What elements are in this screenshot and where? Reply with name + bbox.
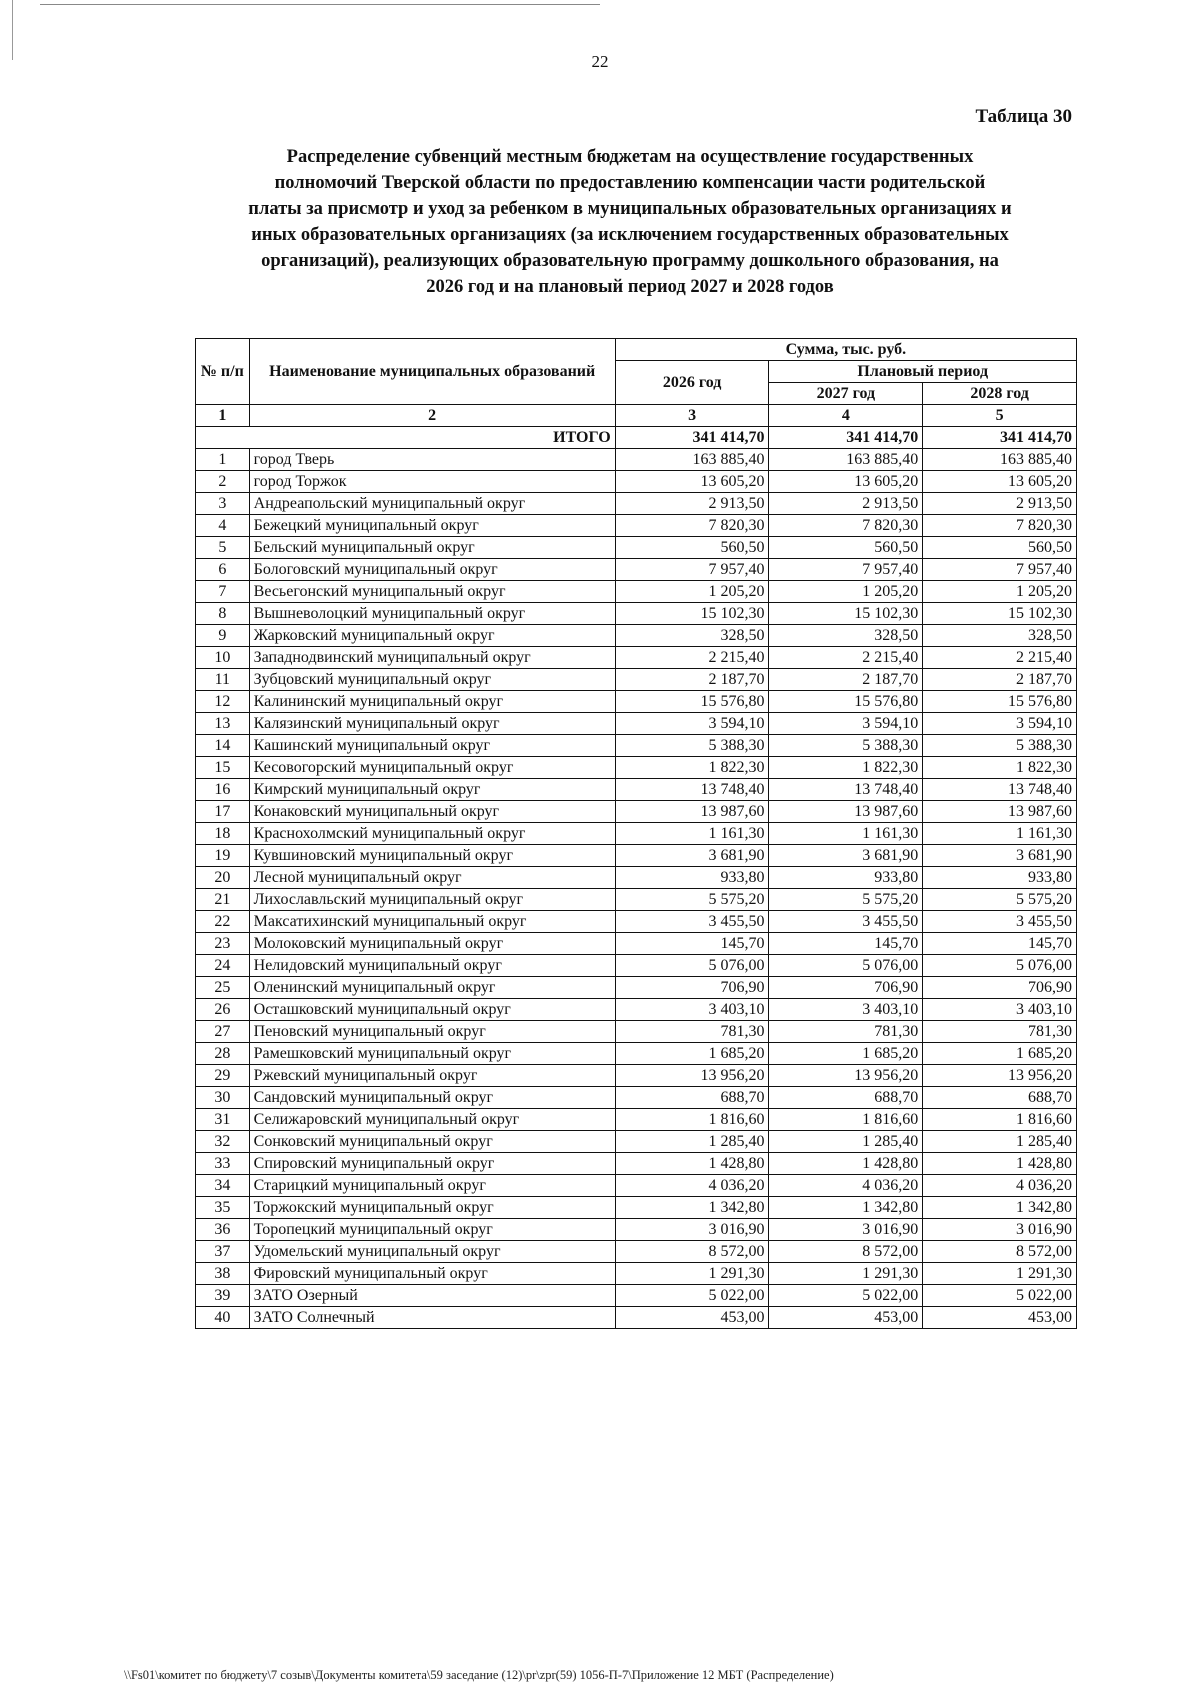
title-line: платы за присмотр и уход за ребенком в муниципальных образовательных организациях и [248, 199, 1012, 219]
amount-2027: 13 956,20 [769, 1065, 923, 1087]
amount-2026: 13 605,20 [615, 471, 769, 493]
amount-2027: 1 161,30 [769, 823, 923, 845]
amount-2026: 706,90 [615, 977, 769, 999]
table-row [196, 735, 1077, 757]
header-2026: 2026 год [615, 361, 769, 405]
municipality-name: Максатихинский муниципальный округ [249, 911, 615, 933]
row-number: 38 [196, 1263, 250, 1285]
row-number: 11 [196, 669, 250, 691]
amount-2028: 3 681,90 [923, 845, 1077, 867]
amount-2028: 3 403,10 [923, 999, 1077, 1021]
amount-2028: 1 822,30 [923, 757, 1077, 779]
municipality-name: Андреапольский муниципальный округ [249, 493, 615, 515]
amount-2026: 1 161,30 [615, 823, 769, 845]
amount-2028: 453,00 [923, 1307, 1077, 1329]
amount-2026: 2 215,40 [615, 647, 769, 669]
amount-2026: 3 455,50 [615, 911, 769, 933]
amount-2026: 8 572,00 [615, 1241, 769, 1263]
row-number: 33 [196, 1153, 250, 1175]
amount-2026: 13 748,40 [615, 779, 769, 801]
scan-artifact-line [40, 4, 600, 5]
amount-2028: 13 956,20 [923, 1065, 1077, 1087]
amount-2027: 1 291,30 [769, 1263, 923, 1285]
table-row [196, 449, 1077, 471]
municipality-name: Ржевский муниципальный округ [249, 1065, 615, 1087]
row-number: 8 [196, 603, 250, 625]
amount-2026: 4 036,20 [615, 1175, 769, 1197]
amount-2028: 4 036,20 [923, 1175, 1077, 1197]
amount-2027: 3 455,50 [769, 911, 923, 933]
column-index-row [196, 405, 1077, 427]
municipality-name: Селижаровский муниципальный округ [249, 1109, 615, 1131]
municipality-name: ЗАТО Озерный [249, 1285, 615, 1307]
table-row [196, 559, 1077, 581]
amount-2026: 7 820,30 [615, 515, 769, 537]
table-row [196, 581, 1077, 603]
amount-2027: 5 575,20 [769, 889, 923, 911]
municipality-name: Кашинский муниципальный округ [249, 735, 615, 757]
amount-2026: 1 428,80 [615, 1153, 769, 1175]
municipality-name: Конаковский муниципальный округ [249, 801, 615, 823]
row-number: 30 [196, 1087, 250, 1109]
amount-2028: 13 605,20 [923, 471, 1077, 493]
table-row [196, 933, 1077, 955]
municipality-name: Удомельский муниципальный округ [249, 1241, 615, 1263]
amount-2028: 5 076,00 [923, 955, 1077, 977]
table-label: Таблица 30 [975, 106, 1072, 127]
amount-2028: 560,50 [923, 537, 1077, 559]
amount-2027: 163 885,40 [769, 449, 923, 471]
row-number: 27 [196, 1021, 250, 1043]
amount-2027: 1 205,20 [769, 581, 923, 603]
amount-2028: 13 748,40 [923, 779, 1077, 801]
table-row [196, 1241, 1077, 1263]
document-title [185, 144, 1075, 300]
row-number: 3 [196, 493, 250, 515]
table-row [196, 1263, 1077, 1285]
amount-2027: 15 576,80 [769, 691, 923, 713]
amount-2028: 781,30 [923, 1021, 1077, 1043]
table-row [196, 1197, 1077, 1219]
row-number: 34 [196, 1175, 250, 1197]
amount-2026: 2 913,50 [615, 493, 769, 515]
amount-2028: 1 205,20 [923, 581, 1077, 603]
amount-2026: 2 187,70 [615, 669, 769, 691]
table-row [196, 1109, 1077, 1131]
total-2028: 341 414,70 [923, 427, 1077, 449]
amount-2027: 453,00 [769, 1307, 923, 1329]
total-2026: 341 414,70 [615, 427, 769, 449]
row-number: 7 [196, 581, 250, 603]
municipality-name: Торопецкий муниципальный округ [249, 1219, 615, 1241]
amount-2028: 688,70 [923, 1087, 1077, 1109]
amount-2027: 13 987,60 [769, 801, 923, 823]
page-number: 22 [591, 52, 609, 71]
amount-2026: 13 956,20 [615, 1065, 769, 1087]
amount-2026: 5 575,20 [615, 889, 769, 911]
municipality-name: Весьегонский муниципальный округ [249, 581, 615, 603]
amount-2028: 163 885,40 [923, 449, 1077, 471]
header-planned-period: Плановый период [769, 361, 1077, 383]
header-2028: 2028 год [923, 383, 1077, 405]
amount-2028: 2 913,50 [923, 493, 1077, 515]
amount-2028: 7 957,40 [923, 559, 1077, 581]
municipality-name: Сонковский муниципальный округ [249, 1131, 615, 1153]
municipality-name: Сандовский муниципальный округ [249, 1087, 615, 1109]
table-row [196, 1285, 1077, 1307]
municipality-name: Краснохолмский муниципальный округ [249, 823, 615, 845]
row-number: 23 [196, 933, 250, 955]
table-row [196, 1065, 1077, 1087]
table-row [196, 493, 1077, 515]
amount-2026: 1 816,60 [615, 1109, 769, 1131]
table-row [196, 999, 1077, 1021]
row-number: 19 [196, 845, 250, 867]
amount-2026: 3 016,90 [615, 1219, 769, 1241]
amount-2027: 8 572,00 [769, 1241, 923, 1263]
municipality-name: Лесной муниципальный округ [249, 867, 615, 889]
table-row [196, 889, 1077, 911]
municipality-name: Бологовский муниципальный округ [249, 559, 615, 581]
municipality-name: Бельский муниципальный округ [249, 537, 615, 559]
municipality-name: Лихославльский муниципальный округ [249, 889, 615, 911]
row-number: 17 [196, 801, 250, 823]
amount-2028: 328,50 [923, 625, 1077, 647]
amount-2027: 13 605,20 [769, 471, 923, 493]
amount-2028: 3 016,90 [923, 1219, 1077, 1241]
amount-2026: 3 594,10 [615, 713, 769, 735]
amount-2027: 3 681,90 [769, 845, 923, 867]
table-row [196, 669, 1077, 691]
table-row [196, 691, 1077, 713]
amount-2028: 1 161,30 [923, 823, 1077, 845]
title-line: иных образовательных организациях (за исключением государственных образовательных [251, 225, 1009, 245]
table-row [196, 955, 1077, 977]
municipality-name: Старицкий муниципальный округ [249, 1175, 615, 1197]
row-number: 37 [196, 1241, 250, 1263]
row-number: 15 [196, 757, 250, 779]
amount-2027: 5 388,30 [769, 735, 923, 757]
amount-2026: 3 403,10 [615, 999, 769, 1021]
municipality-name: Фировский муниципальный округ [249, 1263, 615, 1285]
municipality-name: Калининский муниципальный округ [249, 691, 615, 713]
amount-2028: 706,90 [923, 977, 1077, 999]
footer-file-path: \\Fs01\комитет по бюджету\7 созыв\Документы комитета\59 заседание (12)\pr\zpr(59) 1056-П-7\Приложение 12 МБТ (Распределение) [124, 1668, 834, 1682]
row-number: 31 [196, 1109, 250, 1131]
column-index: 1 [196, 405, 250, 427]
amount-2027: 3 016,90 [769, 1219, 923, 1241]
row-number: 25 [196, 977, 250, 999]
row-number: 10 [196, 647, 250, 669]
total-2027: 341 414,70 [769, 427, 923, 449]
title-line: организаций), реализующих образовательную программу дошкольного образования, на [261, 251, 999, 271]
amount-2028: 2 215,40 [923, 647, 1077, 669]
row-number: 6 [196, 559, 250, 581]
amount-2027: 1 342,80 [769, 1197, 923, 1219]
municipality-name: ЗАТО Солнечный [249, 1307, 615, 1329]
amount-2026: 1 822,30 [615, 757, 769, 779]
amount-2028: 145,70 [923, 933, 1077, 955]
amount-2028: 3 455,50 [923, 911, 1077, 933]
amount-2027: 7 957,40 [769, 559, 923, 581]
table-row [196, 1153, 1077, 1175]
total-row [196, 427, 1077, 449]
amount-2028: 1 428,80 [923, 1153, 1077, 1175]
column-index: 4 [769, 405, 923, 427]
row-number: 4 [196, 515, 250, 537]
municipality-name: Спировский муниципальный округ [249, 1153, 615, 1175]
column-index: 5 [923, 405, 1077, 427]
row-number: 40 [196, 1307, 250, 1329]
municipality-name: город Торжок [249, 471, 615, 493]
table-row [196, 977, 1077, 999]
municipality-name: Торжокский муниципальный округ [249, 1197, 615, 1219]
row-number: 2 [196, 471, 250, 493]
municipality-name: Кимрский муниципальный округ [249, 779, 615, 801]
table-row [196, 757, 1077, 779]
municipality-name: Рамешковский муниципальный округ [249, 1043, 615, 1065]
column-index: 3 [615, 405, 769, 427]
row-number: 14 [196, 735, 250, 757]
amount-2026: 1 685,20 [615, 1043, 769, 1065]
amount-2027: 145,70 [769, 933, 923, 955]
amount-2027: 5 022,00 [769, 1285, 923, 1307]
column-index: 2 [249, 405, 615, 427]
amount-2026: 15 576,80 [615, 691, 769, 713]
amount-2027: 2 215,40 [769, 647, 923, 669]
amount-2027: 1 428,80 [769, 1153, 923, 1175]
amount-2027: 781,30 [769, 1021, 923, 1043]
amount-2026: 3 681,90 [615, 845, 769, 867]
amount-2026: 560,50 [615, 537, 769, 559]
amount-2028: 1 342,80 [923, 1197, 1077, 1219]
municipality-name: Бежецкий муниципальный округ [249, 515, 615, 537]
amount-2028: 15 102,30 [923, 603, 1077, 625]
municipality-name: Калязинский муниципальный округ [249, 713, 615, 735]
municipality-name: Вышневолоцкий муниципальный округ [249, 603, 615, 625]
amount-2027: 560,50 [769, 537, 923, 559]
scan-artifact-line [12, 0, 13, 60]
amount-2027: 2 913,50 [769, 493, 923, 515]
amount-2026: 145,70 [615, 933, 769, 955]
row-number: 16 [196, 779, 250, 801]
amount-2026: 5 388,30 [615, 735, 769, 757]
amount-2027: 2 187,70 [769, 669, 923, 691]
municipality-name: Молоковский муниципальный округ [249, 933, 615, 955]
amount-2026: 1 291,30 [615, 1263, 769, 1285]
amount-2027: 1 816,60 [769, 1109, 923, 1131]
row-number: 39 [196, 1285, 250, 1307]
table-row [196, 647, 1077, 669]
amount-2027: 1 285,40 [769, 1131, 923, 1153]
amount-2028: 5 388,30 [923, 735, 1077, 757]
table-row [196, 779, 1077, 801]
amount-2028: 1 685,20 [923, 1043, 1077, 1065]
amount-2026: 13 987,60 [615, 801, 769, 823]
header-2027: 2027 год [769, 383, 923, 405]
amount-2027: 1 685,20 [769, 1043, 923, 1065]
amount-2028: 15 576,80 [923, 691, 1077, 713]
table-row [196, 1087, 1077, 1109]
distribution-table [195, 338, 1077, 1329]
total-label: ИТОГО [196, 427, 616, 449]
amount-2026: 5 076,00 [615, 955, 769, 977]
row-number: 20 [196, 867, 250, 889]
table-row [196, 1131, 1077, 1153]
title-line: полномочий Тверской области по предоставлению компенсации части родительской [274, 173, 986, 193]
title-line: Распределение субвенций местным бюджетам на осуществление государственных [286, 147, 974, 167]
table-row [196, 867, 1077, 889]
table-row [196, 471, 1077, 493]
header-name: Наименование муниципальных образований [249, 339, 615, 405]
amount-2027: 933,80 [769, 867, 923, 889]
amount-2027: 13 748,40 [769, 779, 923, 801]
municipality-name: Осташковский муниципальный округ [249, 999, 615, 1021]
municipality-name: Кувшиновский муниципальный округ [249, 845, 615, 867]
municipality-name: Пеновский муниципальный округ [249, 1021, 615, 1043]
amount-2027: 3 403,10 [769, 999, 923, 1021]
row-number: 13 [196, 713, 250, 735]
header-sum: Сумма, тыс. руб. [615, 339, 1076, 361]
amount-2027: 7 820,30 [769, 515, 923, 537]
amount-2028: 933,80 [923, 867, 1077, 889]
row-number: 26 [196, 999, 250, 1021]
amount-2028: 1 816,60 [923, 1109, 1077, 1131]
amount-2028: 5 575,20 [923, 889, 1077, 911]
amount-2027: 3 594,10 [769, 713, 923, 735]
table-row [196, 1219, 1077, 1241]
amount-2026: 1 205,20 [615, 581, 769, 603]
amount-2028: 8 572,00 [923, 1241, 1077, 1263]
amount-2026: 1 285,40 [615, 1131, 769, 1153]
municipality-name: Нелидовский муниципальный округ [249, 955, 615, 977]
amount-2028: 1 291,30 [923, 1263, 1077, 1285]
amount-2026: 453,00 [615, 1307, 769, 1329]
amount-2026: 1 342,80 [615, 1197, 769, 1219]
row-number: 36 [196, 1219, 250, 1241]
municipality-name: Оленинский муниципальный округ [249, 977, 615, 999]
amount-2028: 5 022,00 [923, 1285, 1077, 1307]
amount-2027: 1 822,30 [769, 757, 923, 779]
row-number: 24 [196, 955, 250, 977]
row-number: 32 [196, 1131, 250, 1153]
row-number: 29 [196, 1065, 250, 1087]
row-number: 18 [196, 823, 250, 845]
municipality-name: город Тверь [249, 449, 615, 471]
amount-2026: 15 102,30 [615, 603, 769, 625]
table-row [196, 1175, 1077, 1197]
row-number: 21 [196, 889, 250, 911]
table-row [196, 713, 1077, 735]
title-line: 2026 год и на плановый период 2027 и 2028 годов [426, 277, 834, 297]
amount-2027: 328,50 [769, 625, 923, 647]
municipality-name: Жарковский муниципальный округ [249, 625, 615, 647]
amount-2027: 5 076,00 [769, 955, 923, 977]
amount-2026: 7 957,40 [615, 559, 769, 581]
municipality-name: Западнодвинский муниципальный округ [249, 647, 615, 669]
amount-2027: 4 036,20 [769, 1175, 923, 1197]
table-row [196, 625, 1077, 647]
table-row [196, 1043, 1077, 1065]
amount-2027: 706,90 [769, 977, 923, 999]
row-number: 5 [196, 537, 250, 559]
row-number: 9 [196, 625, 250, 647]
header-num: № п/п [196, 339, 250, 405]
table-row [196, 537, 1077, 559]
amount-2026: 5 022,00 [615, 1285, 769, 1307]
table-row [196, 1021, 1077, 1043]
amount-2028: 7 820,30 [923, 515, 1077, 537]
amount-2026: 328,50 [615, 625, 769, 647]
row-number: 35 [196, 1197, 250, 1219]
row-number: 1 [196, 449, 250, 471]
amount-2028: 1 285,40 [923, 1131, 1077, 1153]
table-row [196, 603, 1077, 625]
table-row [196, 911, 1077, 933]
table-row [196, 845, 1077, 867]
amount-2028: 2 187,70 [923, 669, 1077, 691]
amount-2027: 15 102,30 [769, 603, 923, 625]
amount-2028: 3 594,10 [923, 713, 1077, 735]
row-number: 28 [196, 1043, 250, 1065]
table-row [196, 515, 1077, 537]
amount-2026: 163 885,40 [615, 449, 769, 471]
amount-2026: 933,80 [615, 867, 769, 889]
amount-2026: 688,70 [615, 1087, 769, 1109]
municipality-name: Зубцовский муниципальный округ [249, 669, 615, 691]
municipality-name: Кесовогорский муниципальный округ [249, 757, 615, 779]
row-number: 22 [196, 911, 250, 933]
row-number: 12 [196, 691, 250, 713]
amount-2028: 13 987,60 [923, 801, 1077, 823]
amount-2027: 688,70 [769, 1087, 923, 1109]
table-row [196, 823, 1077, 845]
table-row [196, 1307, 1077, 1329]
table-row [196, 801, 1077, 823]
amount-2026: 781,30 [615, 1021, 769, 1043]
